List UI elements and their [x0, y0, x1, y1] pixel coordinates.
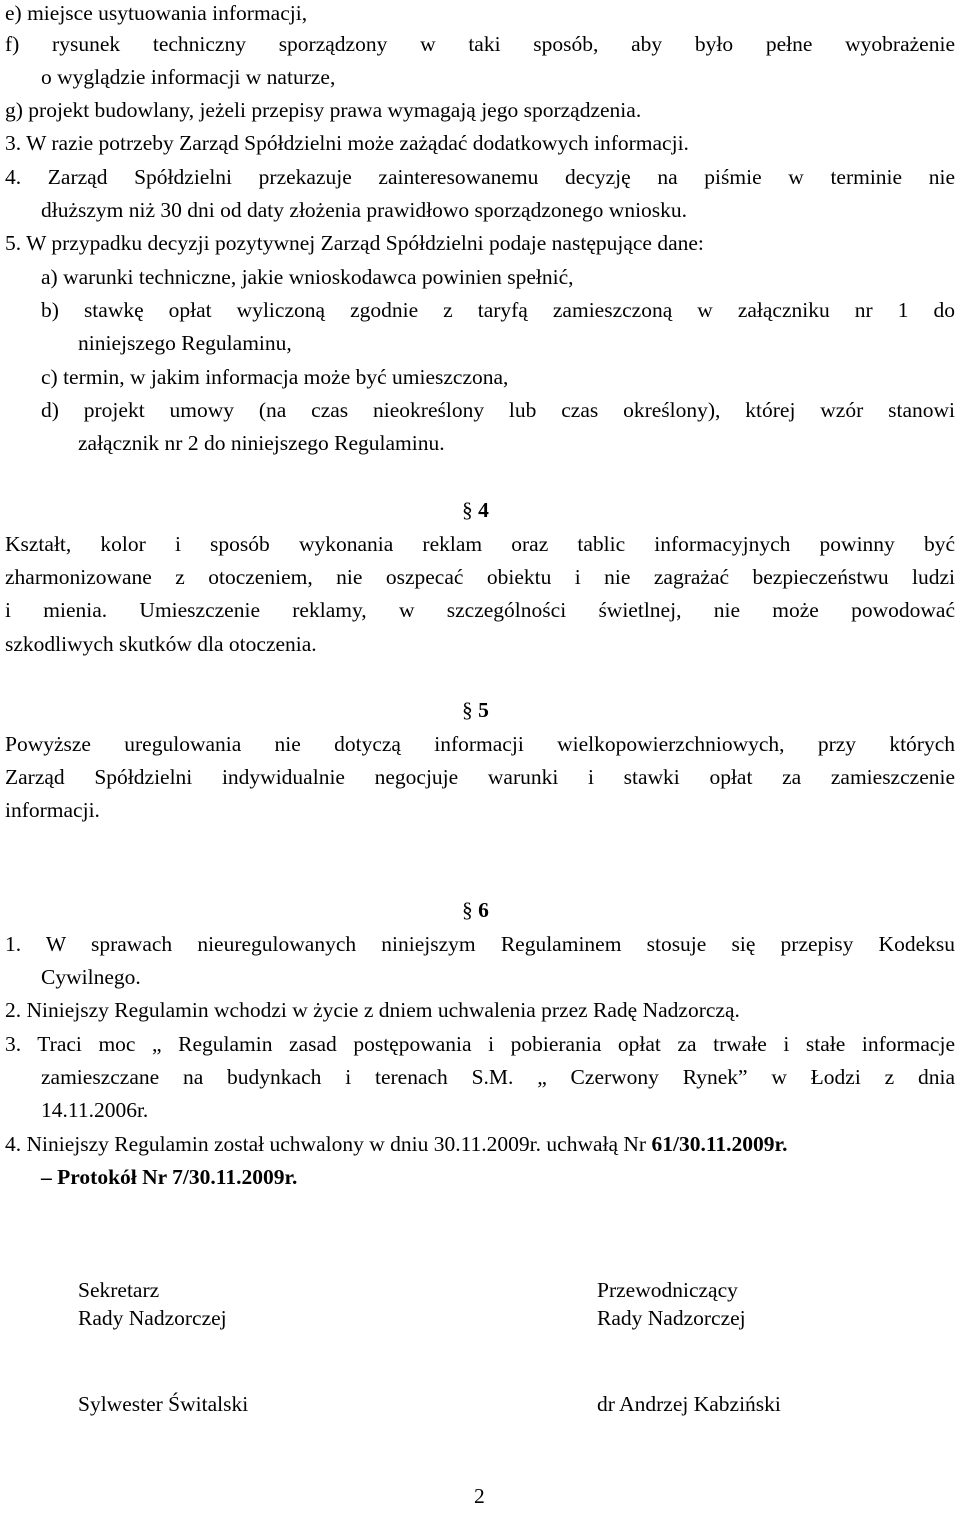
resolution-number: 61/30.11.2009r. [651, 1132, 788, 1156]
section-4-line1: Kształt, kolor i sposób wykonania reklam oraz tablic informacyjnych powinny być [5, 532, 955, 556]
list-item-b-line2: niniejszego Regulaminu, [78, 331, 292, 355]
section-sign-icon: § [462, 898, 473, 922]
paragraph-4-line2: dłuższym niż 30 dni od daty złożenia prawidłowo sporządzonego wniosku. [41, 198, 688, 222]
list-item-g: g) projekt budowlany, jeżeli przepisy prawa wymagają jego sporządzenia. [5, 98, 642, 122]
signature-left-title: Sekretarz [78, 1278, 160, 1302]
section-number: 4 [478, 498, 489, 522]
section-5-line3: informacji. [5, 798, 100, 822]
protocol-number: – Protokół Nr 7/30.11.2009r. [41, 1165, 298, 1189]
signature-right-body: Rady Nadzorczej [597, 1306, 746, 1330]
signature-right-title: Przewodniczący [597, 1278, 738, 1302]
section-6-point3-line1: 3. Traci moc „ Regulamin zasad postępowania i pobierania opłat za trwałe i stałe informacje [5, 1032, 955, 1056]
list-item-c: c) termin, w jakim informacja może być umieszczona, [41, 365, 509, 389]
list-item-e: e) miejsce usytuowania informacji, [5, 1, 308, 25]
section-4-line4: szkodliwych skutków dla otoczenia. [5, 632, 317, 656]
section-6-point3-line2: zamieszczane na budynkach i terenach S.M. „ Czerwony Rynek” w Łodzi z dnia [41, 1065, 955, 1089]
section-5-line2: Zarząd Spółdzielni indywidualnie negocjuje warunki i stawki opłat za zamieszczenie [5, 765, 955, 789]
paragraph-4-line1: 4. Zarząd Spółdzielni przekazuje zainteresowanemu decyzję na piśmie w terminie nie [5, 165, 955, 189]
section-6-point3-line3: 14.11.2006r. [41, 1098, 149, 1122]
list-item-a: a) warunki techniczne, jakie wnioskodawca powinien spełnić, [41, 265, 574, 289]
section-number: 6 [478, 898, 489, 922]
section-6-heading [462, 894, 489, 927]
section-6-point2: 2. Niniejszy Regulamin wchodzi w życie z dniem uchwalenia przez Radę Nadzorczą. [5, 998, 740, 1022]
paragraph-3: 3. W razie potrzeby Zarząd Spółdzielni może zażądać dodatkowych informacji. [5, 131, 689, 155]
section-sign-icon: § [462, 698, 473, 722]
list-item-f-line2: o wyglądzie informacji w naturze, [41, 65, 336, 89]
section-4-line2: zharmonizowane z otoczeniem, nie oszpecać obiektu i nie zagrażać bezpieczeństwu ludzi [5, 565, 955, 589]
section-5-line1: Powyższe uregulowania nie dotyczą informacji wielkopowierzchniowych, przy których [5, 732, 955, 756]
section-4-line3: i mienia. Umieszczenie reklamy, w szczególności świetlnej, nie może powodować [5, 598, 955, 622]
section-sign-icon: § [462, 498, 473, 522]
signature-left-body: Rady Nadzorczej [78, 1306, 227, 1330]
page-number: 2 [474, 1484, 485, 1508]
signature-right-name: dr Andrzej Kabziński [597, 1392, 781, 1416]
section-5-heading [462, 694, 489, 727]
section-6-point1-line2: Cywilnego. [41, 965, 141, 989]
section-6-point1-line1: 1. W sprawach nieuregulowanych niniejszym Regulaminem stosuje się przepisy Kodeksu [5, 932, 955, 956]
list-item-d-line1: d) projekt umowy (na czas nieokreślony lub czas określony), której wzór stanowi [41, 398, 955, 422]
resolution-text: 4. Niniejszy Regulamin został uchwalony w dniu 30.11.2009r. uchwałą Nr [5, 1132, 652, 1156]
section-4-heading [462, 494, 489, 527]
paragraph-5: 5. W przypadku decyzji pozytywnej Zarząd Spółdzielni podaje następujące dane: [5, 231, 704, 255]
section-6-point4-line1 [5, 1128, 787, 1161]
list-item-d-line2: załącznik nr 2 do niniejszego Regulaminu. [78, 431, 445, 455]
signature-left-name: Sylwester Świtalski [78, 1392, 249, 1416]
list-item-b-line1: b) stawkę opłat wyliczoną zgodnie z taryfą zamieszczoną w załączniku nr 1 do [41, 298, 955, 322]
list-item-f-line1: f) rysunek techniczny sporządzony w taki sposób, aby było pełne wyobrażenie [5, 32, 955, 56]
section-number: 5 [478, 698, 489, 722]
